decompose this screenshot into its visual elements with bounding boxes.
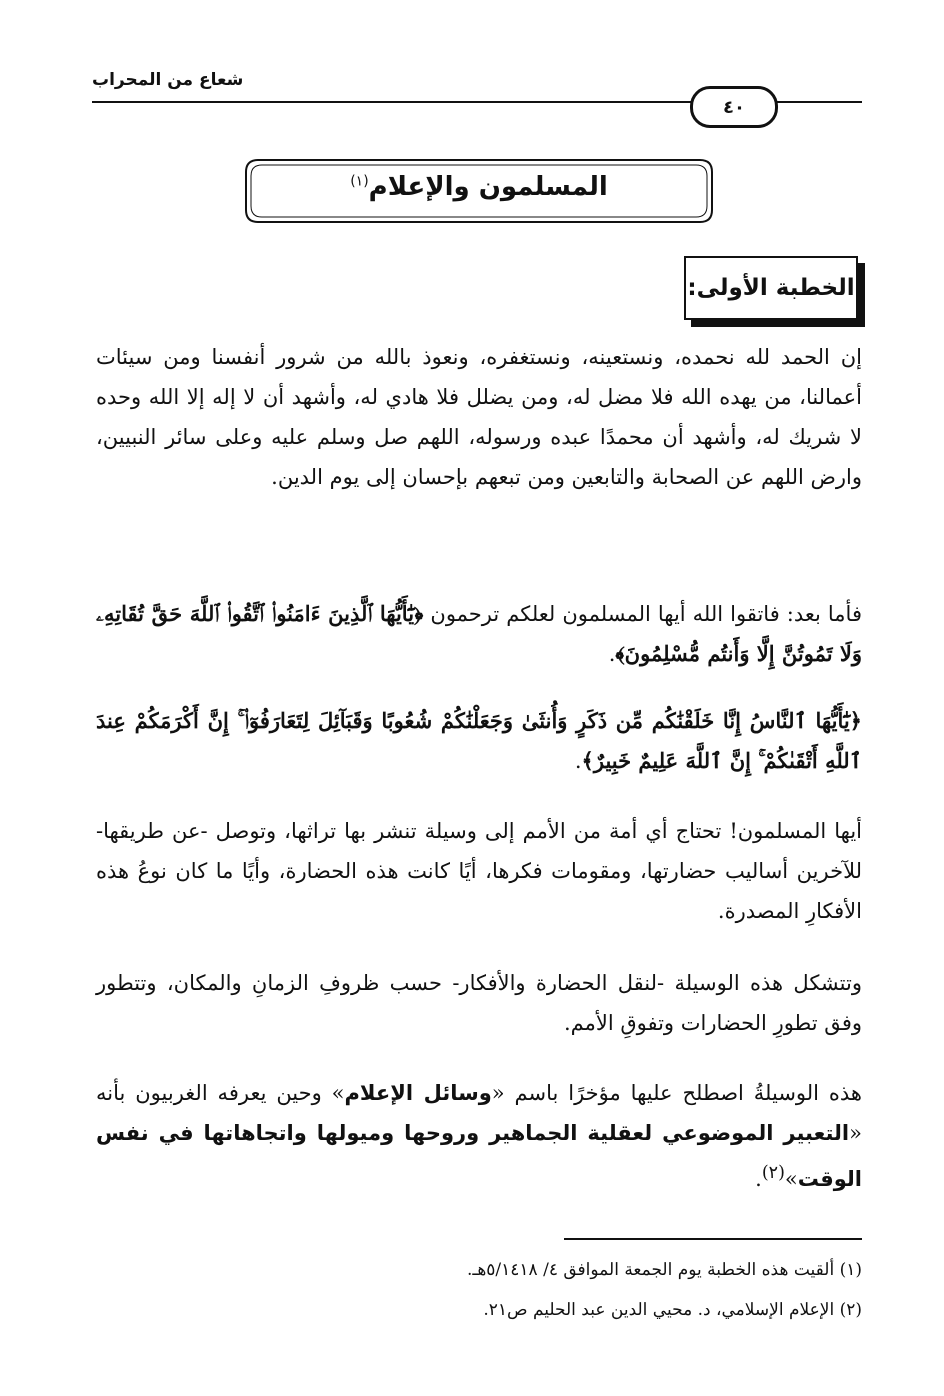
title-frame	[244, 158, 714, 224]
footnote-rule	[564, 1238, 862, 1240]
section-label-box	[684, 256, 858, 320]
p6-part-b: » وحين يعرفه الغربيون بأنه «	[96, 1081, 862, 1145]
paragraph-verse-2	[96, 701, 862, 781]
page-number-text: ٤٠	[723, 96, 745, 118]
section-label: الخطبة الأولى:	[687, 275, 855, 301]
paragraph-opening: إن الحمد لله نحمده، ونستعينه، ونستغفره، ونعوذ بالله من شرور أنفسنا ومن سيئات أعمالنا، من يهده الله فلا مضل له، ومن يضلل فلا هادي له، وأشهد أن لا إله إلا الله وحده لا شريك له، وأشهد أن محمدًا عبده ورسوله، اللهم صل وسلم عليه وعلى سائر النبيين، وارض اللهم عن الصحابة والتابعين ومن تبعهم بإحسان إلى يوم الدين.	[96, 345, 862, 489]
paragraph-taqwa-intro: فأما بعد: فاتقوا الله أيها المسلمون لعلكم ترحمون	[430, 602, 862, 626]
chapter-title	[244, 172, 714, 202]
paragraph-taqwa	[96, 594, 862, 674]
book-title: شعاع من المحراب	[92, 70, 244, 90]
quran-verse-2: ﴿يَٰٓأَيُّهَا ٱلنَّاسُ إِنَّا خَلَقْنَٰكُم مِّن ذَكَرٍ وَأُنثَىٰ وَجَعَلْنَٰكُمْ شُعُوبًا وَقَبَآئِلَ لِتَعَارَفُوٓا۟ ۚ إِنَّ أَكْرَمَكُمْ عِندَ ٱللَّهِ أَتْقَىٰكُمْ ۚ إِنَّ ٱللَّهَ عَلِيمٌ خَبِيرٌ﴾	[96, 708, 862, 773]
p6-footnote-ref: (٢)	[761, 1163, 785, 1183]
footnote-1: (١) ألقيت هذه الخطبة يوم الجمعة الموافق ٤/ ٥/١٤١٨هـ.	[466, 1260, 862, 1280]
paragraph-nations: أيها المسلمون! تحتاج أي أمة من الأمم إلى وسيلة تنشر بها تراثها، وتوصل -عن طريقها- للآخرين أساليب حضارتها، ومقومات فكرها، أيًا كانت هذه الحضارة، وأيًا ما كان نوعُ هذه الأفكارِ المصدرة.	[96, 819, 862, 923]
paragraph-media-definition	[96, 1073, 862, 1199]
p6-part-c: »	[784, 1167, 798, 1191]
paragraph-means: وتتشكل هذه الوسيلة -لنقل الحضارة والأفكار- حسب ظروفِ الزمانِ والمكان، وتتطور وفق تطورِ الحضارات وتفوقِ الأمم.	[96, 971, 862, 1035]
quran-verse-1: ﴿يَٰٓأَيُّهَا ٱلَّذِينَ ءَامَنُوا۟ ٱتَّقُوا۟ ٱللَّهَ حَقَّ تُقَاتِهِۦ وَلَا تَمُوتُنَّ إِلَّا وَأَنتُم مُّسْلِمُونَ﴾	[96, 601, 862, 666]
footnote-2: (٢) الإعلام الإسلامي، د. محيي الدين عبد الحليم ص٢١.	[483, 1300, 862, 1320]
verse-2-end: .	[574, 749, 582, 773]
p6-term-media: وسائل الإعلام	[344, 1081, 492, 1105]
p6-part-a: هذه الوسيلةُ اصطلح عليها مؤخرًا باسم «	[491, 1081, 862, 1105]
p6-end: .	[755, 1167, 762, 1191]
chapter-title-text: المسلمون والإعلام	[368, 172, 608, 202]
page-number	[690, 86, 778, 128]
verse-1-end: .	[608, 642, 616, 666]
p6-definition-quote: التعبير الموضوعي لعقلية الجماهير وروحها وميولها واتجاهاتها في نفس الوقت	[96, 1121, 862, 1191]
title-note-ref: (١)	[350, 173, 369, 190]
